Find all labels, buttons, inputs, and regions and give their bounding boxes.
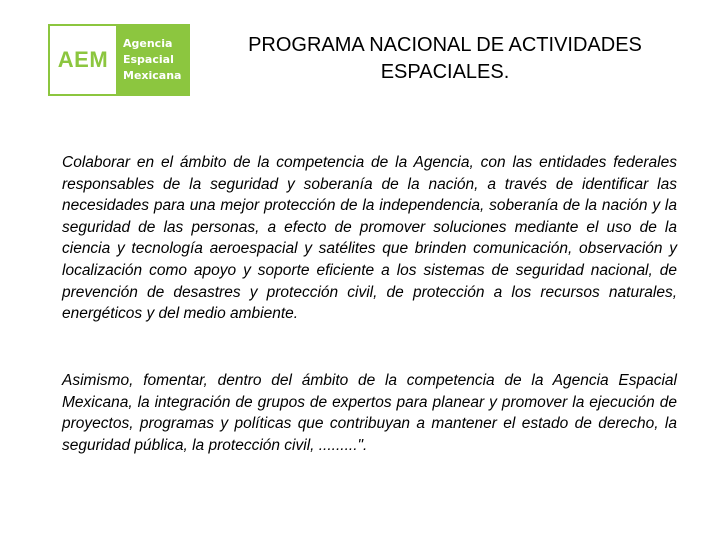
logo-line-1: Agencia <box>123 37 173 50</box>
logo-wordmark <box>116 26 188 94</box>
aem-logo <box>48 24 190 96</box>
page-title: PROGRAMA NACIONAL DE ACTIVIDADES ESPACIALES. <box>248 34 642 83</box>
logo-line-2: Espacial <box>123 53 174 66</box>
logo-abbreviation: AEM <box>57 47 109 72</box>
logo-line-3: Mexicana <box>123 69 182 82</box>
paragraph-1: Colaborar en el ámbito de la competencia de la Agencia, con las entidades federales responsables de la seguridad y soberanía de la nación, a través de identificar las necesidades para una mejor protección de la independencia, soberanía de la nación y la seguridad de las personas, a efecto de promover soluciones mediante el uso de la ciencia y tecnología aeroespacial y satélites que brinden comunicación, observación y localización como apoyo y soporte eficiente a los sistemas de seguridad nacional, de prevención de desastres y protección civil, de protección a los recursos naturales, energéticos y del medio ambiente. <box>62 154 677 323</box>
paragraph-2: Asimismo, fomentar, dentro del ámbito de la competencia de la Agencia Espacial Mexicana, la integración de grupos de expertos para planear y promover la ejecución de proyectos, programas y políticas que contribuyan a mantener el estado de derecho, la seguridad pública, la protección civil, .........". <box>62 372 677 454</box>
